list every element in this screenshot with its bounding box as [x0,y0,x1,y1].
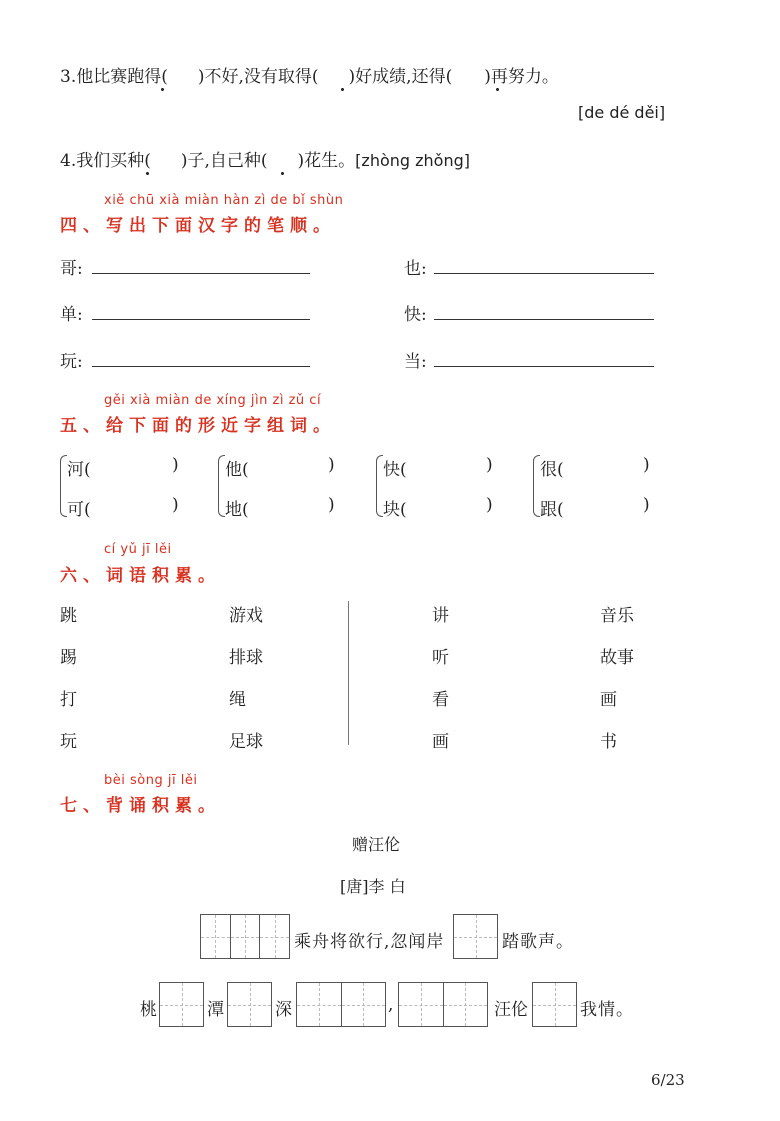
stroke-order-label: 快: [404,305,427,325]
brace [533,455,540,517]
poem-text: 深 [275,1000,292,1020]
pair-char-a: 快( [383,460,407,480]
match-verb[interactable]: 看 [432,690,449,710]
emphasis-dot [496,88,499,91]
section-4-title: 四、写出下面汉字的笔顺。 [60,216,336,236]
pair-char-a: 很( [540,460,564,480]
tian-grid-2[interactable] [296,982,386,1027]
page-number: 6/23 [651,1071,685,1089]
tian-grid-1[interactable] [532,982,577,1027]
close-paren: ) [328,455,335,475]
pair-char-b: 块( [383,500,407,520]
match-noun[interactable]: 书 [600,732,617,752]
poem-text: 我情。 [580,1000,634,1020]
answer-line[interactable] [434,273,654,274]
match-verb[interactable]: 踢 [60,648,77,668]
stroke-order-label: 哥: [60,259,83,279]
answer-line[interactable] [434,319,654,320]
match-verb[interactable]: 画 [432,732,449,752]
pair-char-a: 河( [67,460,91,480]
close-paren: ) [643,495,650,515]
section-5-title: 五、给下面的形近字组词。 [60,416,336,436]
tian-grid-1[interactable] [453,914,498,959]
stroke-order-label: 单: [60,305,83,325]
poem-title: 赠汪伦 [352,835,401,854]
answer-line[interactable] [92,366,310,367]
match-verb[interactable]: 讲 [432,606,449,626]
close-paren: ) [172,455,179,475]
match-noun[interactable]: 故事 [600,648,634,668]
section-7-title: 七、背诵积累。 [60,796,221,816]
question-4: 4.我们买种( )子,自己种( )花生。[zhòng zhǒng] [60,151,470,171]
pair-char-a: 他( [225,460,249,480]
emphasis-dot [146,172,149,175]
close-paren: ) [172,495,179,515]
q3-pinyin-options: [de dé děi] [578,103,666,122]
section-5-pinyin: gěi xià miàn de xíng jìn zì zǔ cí [104,393,322,408]
emphasis-dot [281,172,284,175]
match-verb[interactable]: 玩 [60,732,77,752]
close-paren: ) [486,495,493,515]
stroke-order-label: 当: [404,352,427,372]
emphasis-dot [341,88,344,91]
tian-grid-1[interactable] [159,982,204,1027]
stroke-order-label: 也: [404,259,427,279]
poem-text: 汪伦 [494,1000,528,1020]
section-4-pinyin: xiě chū xià miàn hàn zì de bǐ shùn [104,193,344,208]
tian-grid-3[interactable] [200,914,290,959]
poem-text: 桃 [140,1000,157,1020]
match-verb[interactable]: 跳 [60,606,77,626]
brace [218,455,225,517]
match-noun[interactable]: 音乐 [600,606,634,626]
brace [60,455,67,517]
poem-text: 潭 [207,1000,224,1020]
pair-char-b: 跟( [540,500,564,520]
column-divider [348,601,349,745]
tian-grid-1[interactable] [227,982,272,1027]
brace [376,455,383,517]
match-verb[interactable]: 听 [432,648,449,668]
poem-text: , [388,995,394,1015]
close-paren: ) [328,495,335,515]
match-noun[interactable]: 游戏 [229,606,263,626]
emphasis-dot [161,88,164,91]
pair-char-b: 可( [67,500,91,520]
poem-text: 乘舟将欲行,忽闻岸 [294,932,445,952]
poem-author: [唐]李 白 [340,877,406,896]
answer-line[interactable] [92,273,310,274]
match-noun[interactable]: 画 [600,690,617,710]
match-noun[interactable]: 绳 [229,690,246,710]
tian-grid-2[interactable] [398,982,488,1027]
match-verb[interactable]: 打 [60,690,77,710]
section-6-title: 六、词语积累。 [60,566,221,586]
match-noun[interactable]: 足球 [229,732,263,752]
poem-text: 踏歌声。 [502,932,574,952]
close-paren: ) [486,455,493,475]
close-paren: ) [643,455,650,475]
question-3: 3.他比赛跑得( )不好,没有取得( )好成绩,还得( )再努力。 [60,67,559,87]
stroke-order-label: 玩: [60,352,83,372]
section-6-pinyin: cí yǔ jī lěi [104,542,172,557]
answer-line[interactable] [92,319,310,320]
match-noun[interactable]: 排球 [229,648,263,668]
section-7-pinyin: bèi sòng jī lěi [104,773,198,788]
answer-line[interactable] [434,366,654,367]
pair-char-b: 地( [225,500,249,520]
